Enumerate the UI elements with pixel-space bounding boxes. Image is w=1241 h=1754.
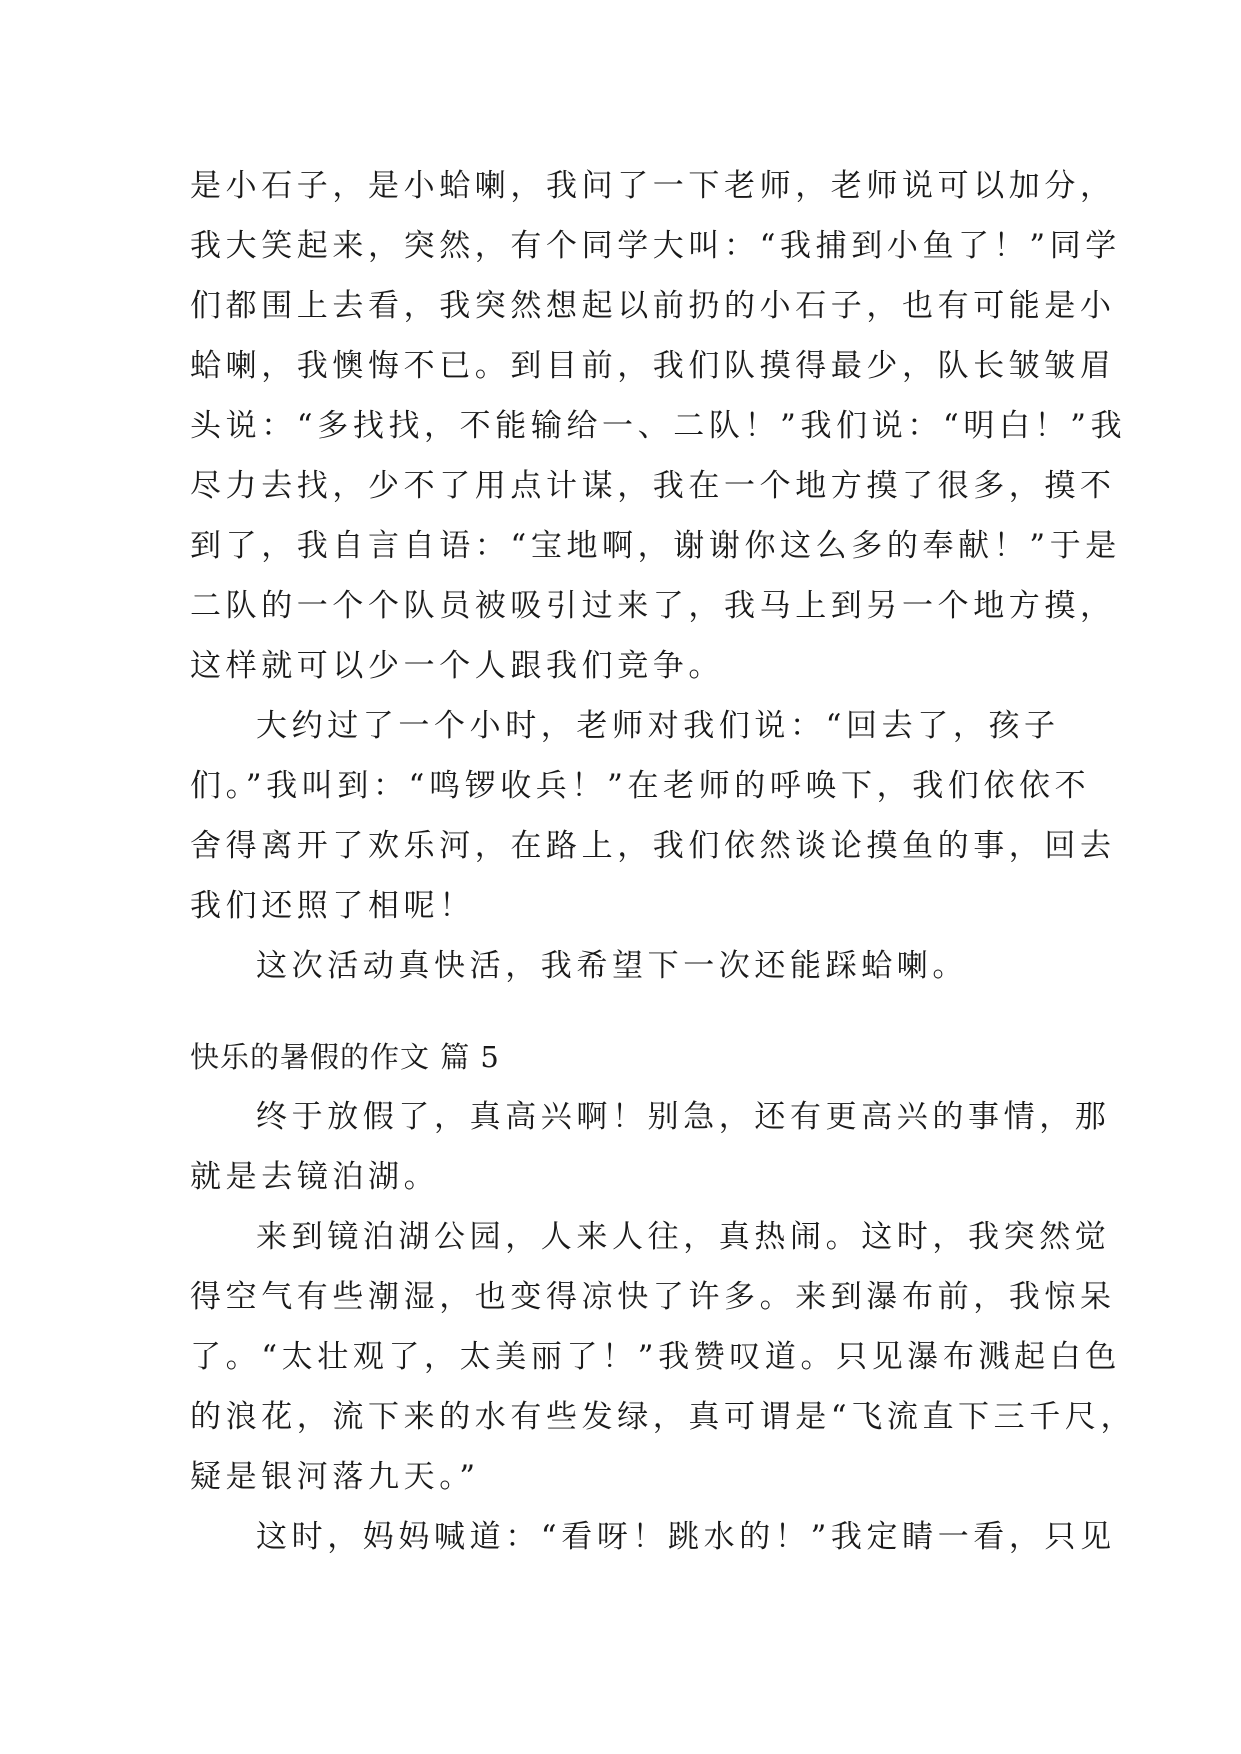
text-line: 这时，妈妈喊道：“看呀！跳水的！”我定睛一看，只见 <box>256 1519 1116 1555</box>
text-line: 终于放假了，真高兴啊！别急，还有更高兴的事情，那 <box>256 1099 1111 1135</box>
text-line: 们。”我叫到：“鸣锣收兵！”在老师的呼唤下，我们依依不 <box>190 768 1091 804</box>
text-line: 到了，我自言自语：“宝地啊，谢谢你这么多的奉献！”于是 <box>190 528 1121 564</box>
text-line: 来到镜泊湖公园，人来人往，真热闹。这时，我突然觉 <box>256 1219 1111 1255</box>
text-line: 了。“太壮观了，太美丽了！”我赞叹道。只见瀑布溅起白色 <box>190 1339 1121 1375</box>
text-line: 得空气有些潮湿，也变得凉快了许多。来到瀑布前，我惊呆 <box>190 1279 1116 1315</box>
text-line: 我们还照了相呢！ <box>190 888 475 924</box>
text-line: 二队的一个个队员被吸引过来了，我马上到另一个地方摸， <box>190 588 1116 624</box>
text-line: 们都围上去看，我突然想起以前扔的小石子，也有可能是小 <box>190 288 1116 324</box>
text-line: 的浪花，流下来的水有些发绿，真可谓是“飞流直下三千尺， <box>190 1399 1137 1435</box>
text-line: 大约过了一个小时，老师对我们说：“回去了，孩子 <box>256 708 1060 744</box>
text-line: 疑是银河落九天。” <box>190 1459 480 1495</box>
text-line: 蛤喇，我懊悔不已。到目前，我们队摸得最少，队长皱皱眉 <box>190 348 1116 384</box>
text-line: 是小石子，是小蛤喇，我问了一下老师，老师说可以加分， <box>190 168 1116 204</box>
text-line: 这样就可以少一个人跟我们竞争。 <box>190 648 724 684</box>
section-heading: 快乐的暑假的作文 篇 5 <box>190 1040 500 1074</box>
text-line: 就是去镜泊湖。 <box>190 1159 440 1195</box>
text-line: 我大笑起来，突然，有个同学大叫：“我捕到小鱼了！”同学 <box>190 228 1121 264</box>
text-line: 舍得离开了欢乐河，在路上，我们依然谈论摸鱼的事，回去 <box>190 828 1116 864</box>
text-line: 头说：“多找找，不能输给一、二队！”我们说：“明白！”我 <box>190 408 1127 444</box>
text-line: 尽力去找，少不了用点计谋，我在一个地方摸了很多，摸不 <box>190 468 1116 504</box>
text-line: 这次活动真快活，我希望下一次还能踩蛤喇。 <box>256 948 968 984</box>
